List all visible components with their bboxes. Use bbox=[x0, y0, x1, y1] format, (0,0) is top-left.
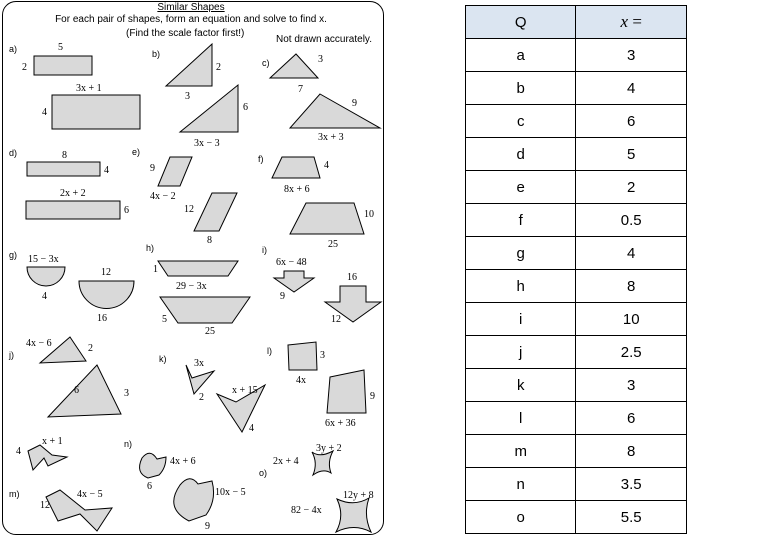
label-i-top1: 6x − 48 bbox=[276, 257, 307, 268]
table-row bbox=[466, 402, 687, 435]
label-d-top2: 2x + 2 bbox=[60, 188, 86, 199]
label-f-side1: 4 bbox=[324, 160, 329, 171]
header-x bbox=[576, 6, 687, 39]
shape-l2 bbox=[327, 370, 366, 413]
label-h-side2: 5 bbox=[162, 314, 167, 325]
cell-answer: 3 bbox=[576, 369, 687, 402]
cell-question: a bbox=[466, 39, 576, 72]
label-l-base1: 4x bbox=[296, 375, 306, 386]
part-label-b: b) bbox=[152, 49, 161, 59]
label-j-side2: 3 bbox=[124, 388, 129, 399]
table-row bbox=[466, 105, 687, 138]
shape-o1 bbox=[312, 451, 333, 475]
label-a-side1: 2 bbox=[22, 62, 27, 73]
label-l-side1: 3 bbox=[320, 350, 325, 361]
label-e-side1: 9 bbox=[150, 163, 155, 174]
label-f-side2: 10 bbox=[364, 209, 374, 220]
label-m-side1: 4 bbox=[16, 446, 21, 457]
table-row bbox=[466, 204, 687, 237]
label-b-base2: 3x − 3 bbox=[194, 138, 220, 149]
cell-answer: 0.5 bbox=[576, 204, 687, 237]
shape-e1 bbox=[158, 157, 192, 186]
cell-question: j bbox=[466, 336, 576, 369]
worksheet-hint: (Find the scale factor first!) bbox=[126, 28, 245, 39]
label-i-base1: 9 bbox=[280, 291, 285, 302]
table-row bbox=[466, 303, 687, 336]
table-row bbox=[466, 336, 687, 369]
label-j-top2: 6 bbox=[74, 385, 79, 396]
cell-question: g bbox=[466, 237, 576, 270]
label-a-side2: 4 bbox=[42, 107, 47, 118]
answers-table bbox=[465, 5, 687, 534]
label-a-top2: 3x + 1 bbox=[76, 83, 102, 94]
part-label-m: m) bbox=[9, 489, 20, 499]
cell-answer: 5 bbox=[576, 138, 687, 171]
part-label-o: o) bbox=[259, 468, 268, 478]
shape-l1 bbox=[288, 342, 317, 370]
part-label-i: i) bbox=[262, 245, 267, 255]
shape-n2 bbox=[174, 479, 214, 521]
label-d-side2: 6 bbox=[124, 205, 129, 216]
cell-question: b bbox=[466, 72, 576, 105]
label-g-base2: 16 bbox=[97, 313, 107, 324]
table-row bbox=[466, 72, 687, 105]
cell-answer: 2.5 bbox=[576, 336, 687, 369]
cell-answer: 3 bbox=[576, 39, 687, 72]
label-d-top1: 8 bbox=[62, 150, 67, 161]
cell-question: k bbox=[466, 369, 576, 402]
shape-g1 bbox=[27, 267, 65, 286]
table-row bbox=[466, 468, 687, 501]
label-i-top2: 16 bbox=[347, 272, 357, 283]
label-m-side2: 12 bbox=[40, 500, 50, 511]
part-label-a: a) bbox=[9, 44, 18, 54]
table-row bbox=[466, 138, 687, 171]
table-row bbox=[466, 171, 687, 204]
shape-n1 bbox=[140, 453, 166, 478]
label-o-top1: 3y + 2 bbox=[316, 443, 342, 454]
label-e-base2: 8 bbox=[207, 235, 212, 246]
cell-question: d bbox=[466, 138, 576, 171]
label-c-base2: 3x + 3 bbox=[318, 132, 344, 143]
label-l-base2: 6x + 36 bbox=[325, 418, 356, 429]
worksheet-note: Not drawn accurately. bbox=[276, 34, 372, 45]
part-label-d: d) bbox=[9, 148, 18, 158]
label-k-side2: 4 bbox=[249, 423, 254, 434]
label-n-side2: 10x − 5 bbox=[215, 487, 246, 498]
cell-answer: 5.5 bbox=[576, 501, 687, 534]
table-row bbox=[466, 435, 687, 468]
label-e-base1: 4x − 2 bbox=[150, 191, 176, 202]
table-row bbox=[466, 501, 687, 534]
label-a-top1: 5 bbox=[58, 42, 63, 53]
label-c-side2: 9 bbox=[352, 98, 357, 109]
table-row bbox=[466, 237, 687, 270]
shape-d2 bbox=[26, 201, 120, 219]
cell-answer: 4 bbox=[576, 237, 687, 270]
cell-answer: 8 bbox=[576, 435, 687, 468]
answers-body bbox=[466, 39, 687, 534]
cell-answer: 6 bbox=[576, 402, 687, 435]
label-b-base1: 3 bbox=[185, 91, 190, 102]
cell-answer: 3.5 bbox=[576, 468, 687, 501]
header-q: Q bbox=[466, 6, 576, 39]
part-label-e: e) bbox=[132, 147, 141, 157]
shape-e2 bbox=[194, 193, 237, 231]
label-f-base2: 25 bbox=[328, 239, 338, 250]
label-f-base1: 8x + 6 bbox=[284, 184, 310, 195]
cell-question: l bbox=[466, 402, 576, 435]
label-o-side1: 2x + 4 bbox=[273, 456, 299, 467]
label-j-top1: 4x − 6 bbox=[26, 338, 52, 349]
worksheet-title: Similar Shapes bbox=[157, 2, 225, 13]
shape-k1 bbox=[186, 365, 214, 394]
part-label-l: l) bbox=[267, 346, 272, 356]
part-label-h: h) bbox=[146, 243, 155, 253]
table-row bbox=[466, 39, 687, 72]
label-n-base1: 6 bbox=[147, 481, 152, 492]
cell-question: o bbox=[466, 501, 576, 534]
part-label-c: c) bbox=[262, 58, 270, 68]
cell-question: h bbox=[466, 270, 576, 303]
label-h-base2: 25 bbox=[205, 326, 215, 337]
cell-question: i bbox=[466, 303, 576, 336]
part-label-f: f) bbox=[258, 154, 264, 164]
cell-answer: 2 bbox=[576, 171, 687, 204]
label-b-side2: 6 bbox=[243, 102, 248, 113]
cell-answer: 6 bbox=[576, 105, 687, 138]
label-k-top1: 3x bbox=[194, 358, 204, 369]
cell-question: f bbox=[466, 204, 576, 237]
header-x-eq: = bbox=[628, 12, 642, 31]
cell-answer: 10 bbox=[576, 303, 687, 336]
shape-i1 bbox=[274, 271, 314, 292]
part-label-n: n) bbox=[124, 439, 133, 449]
label-j-side1: 2 bbox=[88, 343, 93, 354]
shape-f2 bbox=[290, 203, 364, 234]
shape-c1 bbox=[270, 54, 318, 78]
label-o-side2: 82 − 4x bbox=[291, 505, 322, 516]
cell-answer: 4 bbox=[576, 72, 687, 105]
label-e-side2: 12 bbox=[184, 204, 194, 215]
label-k-side1: 2 bbox=[199, 392, 204, 403]
worksheet-instruction: For each pair of shapes, form an equation and solve to find x. bbox=[55, 14, 327, 25]
label-m-top2: 4x − 5 bbox=[77, 489, 103, 500]
cell-answer: 8 bbox=[576, 270, 687, 303]
label-m-top1: x + 1 bbox=[42, 436, 63, 447]
shape-c2 bbox=[290, 94, 380, 128]
shape-f1 bbox=[272, 157, 320, 178]
shape-j2 bbox=[48, 365, 121, 417]
shape-m1 bbox=[28, 445, 67, 470]
label-g-base1: 4 bbox=[42, 291, 47, 302]
part-label-j: j) bbox=[9, 350, 14, 360]
shape-a2 bbox=[52, 95, 140, 129]
label-o-top2: 12y + 8 bbox=[343, 490, 374, 501]
table-row bbox=[466, 270, 687, 303]
shape-h2 bbox=[160, 297, 250, 323]
header-x-var: x bbox=[620, 12, 629, 31]
label-i-base2: 12 bbox=[331, 314, 341, 325]
cell-question: c bbox=[466, 105, 576, 138]
label-h-side1: 1 bbox=[153, 264, 158, 275]
shape-b1 bbox=[166, 44, 212, 86]
label-g-top1: 15 − 3x bbox=[28, 254, 59, 265]
label-k-top2: x + 15 bbox=[232, 385, 258, 396]
answers-header-row bbox=[466, 6, 687, 39]
label-b-side1: 2 bbox=[216, 62, 221, 73]
label-c-side1: 3 bbox=[318, 54, 323, 65]
cell-question: e bbox=[466, 171, 576, 204]
shape-o2 bbox=[336, 498, 371, 532]
label-c-base1: 7 bbox=[298, 84, 303, 95]
cell-question: m bbox=[466, 435, 576, 468]
label-d-side1: 4 bbox=[104, 165, 109, 176]
shape-a1 bbox=[34, 56, 92, 75]
label-l-side2: 9 bbox=[370, 391, 375, 402]
label-h-top1: 29 − 3x bbox=[176, 281, 207, 292]
cell-question: n bbox=[466, 468, 576, 501]
label-g-top2: 12 bbox=[101, 267, 111, 278]
shape-h1 bbox=[158, 261, 238, 276]
part-label-k: k) bbox=[159, 354, 167, 364]
table-row bbox=[466, 369, 687, 402]
shape-g2 bbox=[79, 281, 134, 308]
label-n-side1: 4x + 6 bbox=[170, 456, 196, 467]
part-label-g: g) bbox=[9, 250, 18, 260]
shape-d1 bbox=[27, 162, 100, 176]
label-n-base2: 9 bbox=[205, 521, 210, 532]
